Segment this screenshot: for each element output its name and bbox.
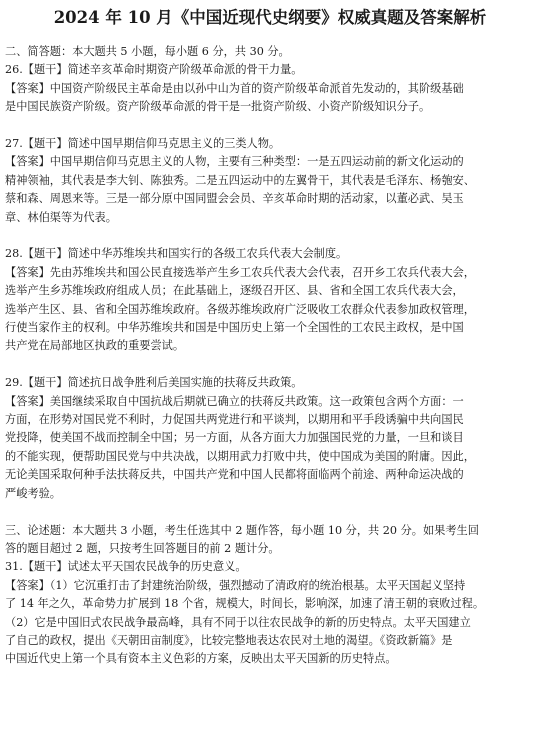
question-26-answer-line: 【答案】中国资产阶级民主革命是由以孙中山为首的资产阶级革命派首先发动的，其阶级基础 [5,81,464,95]
question-28-stem: 28.【题干】简述中华苏维埃共和国实行的各级工农兵代表大会制度。 [5,247,348,261]
question-26-answer-line: 是中国民族资产阶级。资产阶级革命派的骨干是一批资产阶级、小资产阶级知识分子。 [5,100,431,114]
question-31-stem: 31.【题干】试述太平天国农民战争的历史意义。 [5,560,247,574]
question-26-stem: 26.【题干】简述辛亥革命时期资产阶级革命派的骨干力量。 [5,63,303,77]
question-27-answer-line: 【答案】中国早期信仰马克思主义的人物，主要有三种类型：一是五四运动前的新文化运动的 [5,155,464,169]
section-intro-essay: 三、论述题：本大题共 3 小题，考生任选其中 2 题作答，每小题 10 分，共 20 分。如果考生回 [5,523,479,537]
question-28-answer-line: 共产党在局部地区执政的重要尝试。 [5,339,185,353]
page-title: 2024 年 10 月《中国近现代史纲要》权威真题及答案解析 [53,8,487,27]
question-28-answer-line: 选举产生区、县、省和全国苏维埃政府。各级苏维埃政府广泛吸收工农群众代表参加政权管理， [5,302,475,316]
question-28-answer-line: 选举产生乡苏维埃政府组成人员；在此基础上，逐级召开区、县、省和全国工农兵代表大会， [5,284,464,298]
question-28-answer-line: 行使当家作主的权利。中华苏维埃共和国是中国历史上第一个全国性的工农民主政权，是中国 [5,321,464,335]
question-27-answer-line: 蔡和森、周恩来等。三是一部分原中国同盟会会员、辛亥革命时期的活动家，以董必武、吴玉 [5,192,464,206]
section-intro-essay: 答的题目超过 2 题，只按考生回答题目的前 2 题计分。 [5,541,280,555]
question-31-answer-line: （2）它是中国旧式农民战争最高峰，具有不同于以往农民战争的新的历史特点。太平天国建立 [5,615,471,629]
question-27-stem: 27.【题干】简述中国早期信仰马克思主义的三类人物。 [5,137,281,151]
question-31-answer-line: 【答案】（1）它沉重打击了封建统治阶级，强烈撼动了清政府的统治根基。太平天国起义坚持 [5,578,466,592]
question-27-answer-line: 精神领袖，其代表是李大钊、陈独秀。二是五四运动中的左翼骨干，其代表是毛泽东、杨匏安、 [5,173,475,187]
question-29-answer-line: 严峻考验。 [5,486,61,500]
section-intro-short-answer: 二、简答题：本大题共 5 小题，每小题 6 分，共 30 分。 [5,45,290,58]
question-31-answer-line: 了自己的政权，提出《天朝田亩制度》，比较完整地表达农民对土地的渴望。《资政新篇》是 [5,633,453,647]
question-29-answer-line: 方面，在形势对国民党不利时，力促国共两党进行和平谈判，以期用和平手段诱骗中共向国民 [5,413,464,427]
question-29-answer-line: 【答案】美国继续采取自中国抗战后期就已确立的扶蒋反共政策。这一政策包含两个方面：一 [5,394,464,408]
question-29-stem: 29.【题干】简述抗日战争胜利后美国实施的扶蒋反共政策。 [5,376,303,390]
question-29-answer-line: 的不能实现，便帮助国民党与中共决战，以期用武力打败中共，使中国成为美国的附庸。因此， [5,449,475,463]
question-28-answer-line: 【答案】先由苏维埃共和国公民直接选举产生乡工农兵代表大会代表，召开乡工农兵代表大会， [5,265,475,279]
question-29-answer-line: 无论美国采取何种手法扶蒋反共，中国共产党和中国人民都将面临两个前途、两种命运决战的 [5,468,464,482]
question-31-answer-line: 中国近代史上第一个具有资本主义色彩的方案，反映出太平天国新的历史特点。 [5,652,397,666]
question-27-answer-line: 章、林伯渠等为代表。 [5,210,117,224]
question-31-answer-line: 了 14 年之久，革命势力扩展到 18 个省，规模大，时间长，影响深，加速了清王朝的衰败过程。 [5,597,485,611]
question-29-answer-line: 党投降，使美国不战而控制全中国；另一方面，从各方面大力加强国民党的力量，一旦和谈目 [5,431,464,445]
document-body [5,43,535,669]
